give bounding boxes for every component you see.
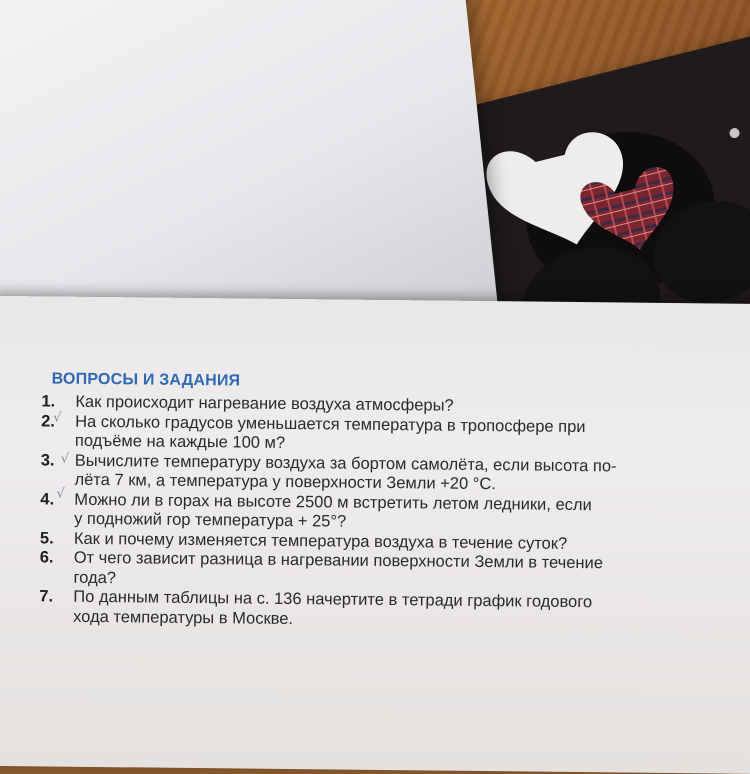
question-number: 7. (39, 587, 54, 606)
question-item (39, 587, 750, 634)
pencil-check-mark: √ (53, 410, 62, 426)
question-line: Как происходит нагревание воздуха атмосферы? (75, 392, 454, 415)
questions-list (39, 392, 750, 634)
question-number: 2. (41, 411, 56, 431)
pencil-check-mark: √ (56, 486, 65, 502)
section-title: ВОПРОСЫ И ЗАДАНИЯ (51, 370, 241, 390)
question-line: Можно ли в горах на высоте 2500 м встретить летом ледники, если (74, 490, 592, 514)
question-line: На сколько градусов уменьшается температура в тропосфере при (75, 412, 586, 436)
question-line: года? (73, 568, 117, 587)
question-line: От чего зависит разница в нагревании поверхности Земли в течение (73, 548, 604, 573)
question-number: 5. (39, 528, 54, 548)
textbook-page (0, 296, 750, 774)
question-line: лёта 7 км, а температура у поверхности Земли +20 °С. (74, 470, 496, 494)
question-number: 4. (40, 489, 55, 509)
question-line: Как и почему изменяется температура воздуха в течение суток? (73, 529, 568, 553)
question-line: По данным таблицы на с. 136 начертите в тетради график годового (73, 587, 593, 612)
questions-block (39, 370, 750, 634)
question-line: подъёме на каждые 100 м? (74, 431, 286, 452)
question-line: хода температуры в Москве. (73, 607, 294, 628)
question-number: 3. (40, 450, 55, 470)
question-number: 6. (39, 548, 54, 567)
pencil-check-mark: √ (60, 451, 70, 467)
question-line: у подножий гор температура + 25°? (74, 509, 347, 531)
question-line: Вычислите температуру воздуха за бортом самолёта, если высота по- (74, 451, 617, 475)
question-number: 1. (41, 392, 56, 411)
